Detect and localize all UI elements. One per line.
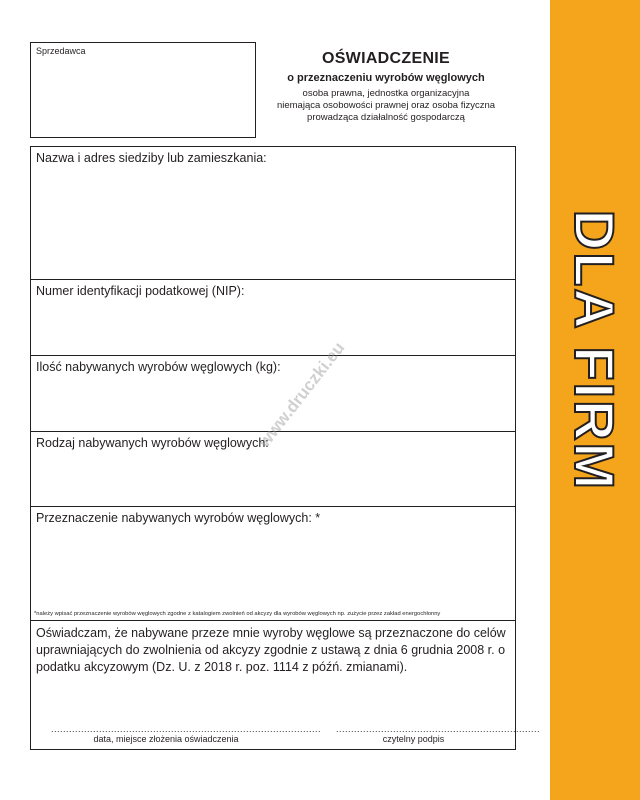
scope-line-3: prowadząca działalność gospodarczą [307, 112, 465, 123]
watermark: www.druczki.eu [254, 338, 349, 451]
side-label-container [550, 0, 640, 800]
type-label: Rodzaj nabywanych wyrobów węglowych: [36, 436, 269, 450]
purpose-field[interactable] [31, 507, 515, 621]
signature-dotted-line: .................................................................... [336, 724, 541, 734]
purpose-label: Przeznaczenie nabywanych wyrobów węglowych: * [36, 511, 321, 525]
date-place-signature[interactable] [51, 724, 322, 744]
date-place-dotted-line: .......................................................................................... [51, 724, 322, 734]
declaration-statement: Oświadczam, że nabywane przeze mnie wyroby węglowe są przeznaczone do celów uprawniających do zwolnienia od akcyzy zgodnie z ustawą z dnia 6 grudnia 2008 r. o podatku akcyzowym (Dz. U. z 2018 r. poz. 1114 z późń. zmianami). [36, 626, 506, 674]
name-address-field[interactable] [31, 147, 515, 280]
scope-line-1: osoba prawna, jednostka organizacyjna [302, 88, 470, 99]
purpose-footnote: *należy wpisać przeznaczenie wyrobów węglowych zgodne z katalogiem zwolnień od akcyzy dla wyrobów węglowych np. zużycie przez zakład energochłonny [34, 611, 441, 617]
nip-field[interactable] [31, 280, 515, 356]
seller-label: Sprzedawca [36, 46, 86, 56]
date-place-caption: data, miejsce złożenia oświadczenia [93, 734, 239, 744]
quantity-label: Ilość nabywanych wyrobów węglowych (kg): [36, 360, 281, 374]
document-scope [264, 88, 508, 124]
signature-caption: czytelny podpis [382, 734, 445, 744]
legible-signature[interactable] [336, 724, 541, 744]
nip-label: Numer identyfikacji podatkowej (NIP): [36, 284, 245, 298]
side-label: DLA FIRM [563, 209, 627, 491]
name-address-label: Nazwa i adres siedziby lub zamieszkania: [36, 151, 267, 165]
seller-box[interactable] [30, 42, 256, 138]
document-subtitle: o przeznaczeniu wyrobów węglowych [287, 72, 485, 84]
document-header [264, 50, 508, 124]
scope-line-2: niemająca osobowości prawnej oraz osoba fizyczna [276, 100, 496, 111]
document-title: OŚWIADCZENIE [321, 50, 451, 67]
